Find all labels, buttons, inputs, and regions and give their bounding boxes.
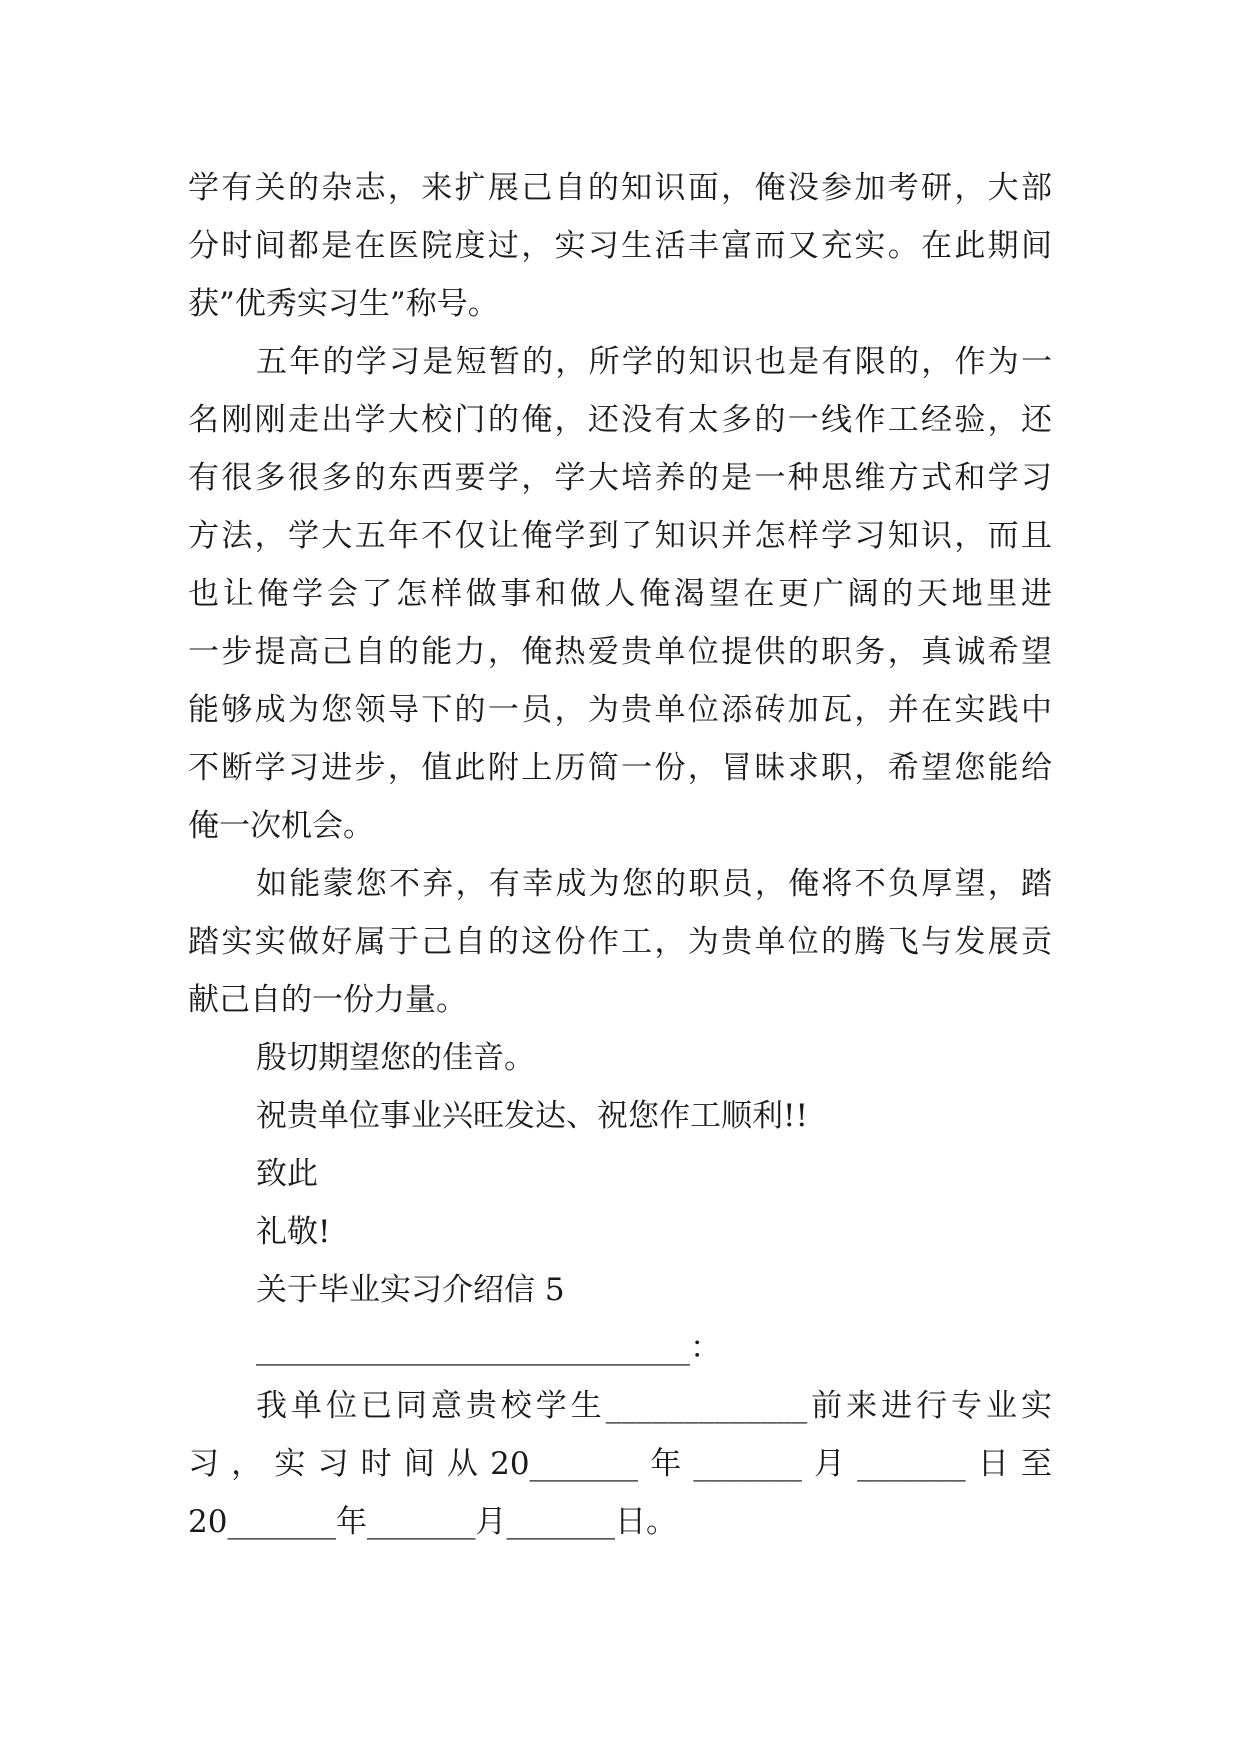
paragraph-line: 获”优秀实习生”称号。 bbox=[188, 286, 499, 322]
closing-line: 祝贵单位事业兴旺发达、祝您作工顺利!! bbox=[256, 1098, 808, 1134]
closing-line: 礼敬! bbox=[256, 1214, 331, 1250]
paragraph-line: 20_______年_______月_______日。 bbox=[188, 1504, 677, 1540]
paragraph-line: 五年的学习是短暂的，所学的知识也是有限的，作为一 bbox=[256, 344, 1052, 380]
closing-line: 致此 bbox=[256, 1156, 318, 1192]
paragraph-line: 名刚刚走出学大校门的俺，还没有太多的一线作工经验，还 bbox=[188, 402, 1052, 438]
section-title: 关于毕业实习介绍信 5 bbox=[256, 1272, 565, 1308]
paragraph-line: 学有关的杂志，来扩展己自的知识面，俺没参加考研，大部 bbox=[188, 170, 1052, 206]
paragraph-line: 能够成为您领导下的一员，为贵单位添砖加瓦，并在实践中 bbox=[188, 692, 1052, 728]
paragraph-line: 习，实习时间从20_______年_______月_______日至 bbox=[188, 1446, 1052, 1482]
paragraph-line: 有很多很多的东西要学，学大培养的是一种思维方式和学习 bbox=[188, 460, 1052, 496]
closing-line: 殷切期望您的佳音。 bbox=[256, 1040, 535, 1076]
paragraph-line: 踏实实做好属于己自的这份作工，为贵单位的腾飞与发展贡 bbox=[188, 924, 1052, 960]
salutation-blank: ____________________________： bbox=[256, 1330, 721, 1366]
paragraph-line: 如能蒙您不弃，有幸成为您的职员，俺将不负厚望，踏 bbox=[256, 866, 1052, 902]
paragraph-line: 我单位已同意贵校学生_____________前来进行专业实 bbox=[256, 1388, 1052, 1424]
paragraph-line: 一步提高己自的能力，俺热爱贵单位提供的职务，真诚希望 bbox=[188, 634, 1052, 670]
paragraph-line: 不断学习进步，值此附上历简一份，冒昧求职，希望您能给 bbox=[188, 750, 1052, 786]
paragraph-line: 俺一次机会。 bbox=[188, 808, 374, 844]
paragraph-line: 也让俺学会了怎样做事和做人俺渴望在更广阔的天地里进 bbox=[188, 576, 1052, 612]
paragraph-line: 分时间都是在医院度过，实习生活丰富而又充实。在此期间 bbox=[188, 228, 1052, 264]
paragraph-line: 献己自的一份力量。 bbox=[188, 982, 467, 1018]
paragraph-line: 方法，学大五年不仅让俺学到了知识并怎样学习知识，而且 bbox=[188, 518, 1052, 554]
